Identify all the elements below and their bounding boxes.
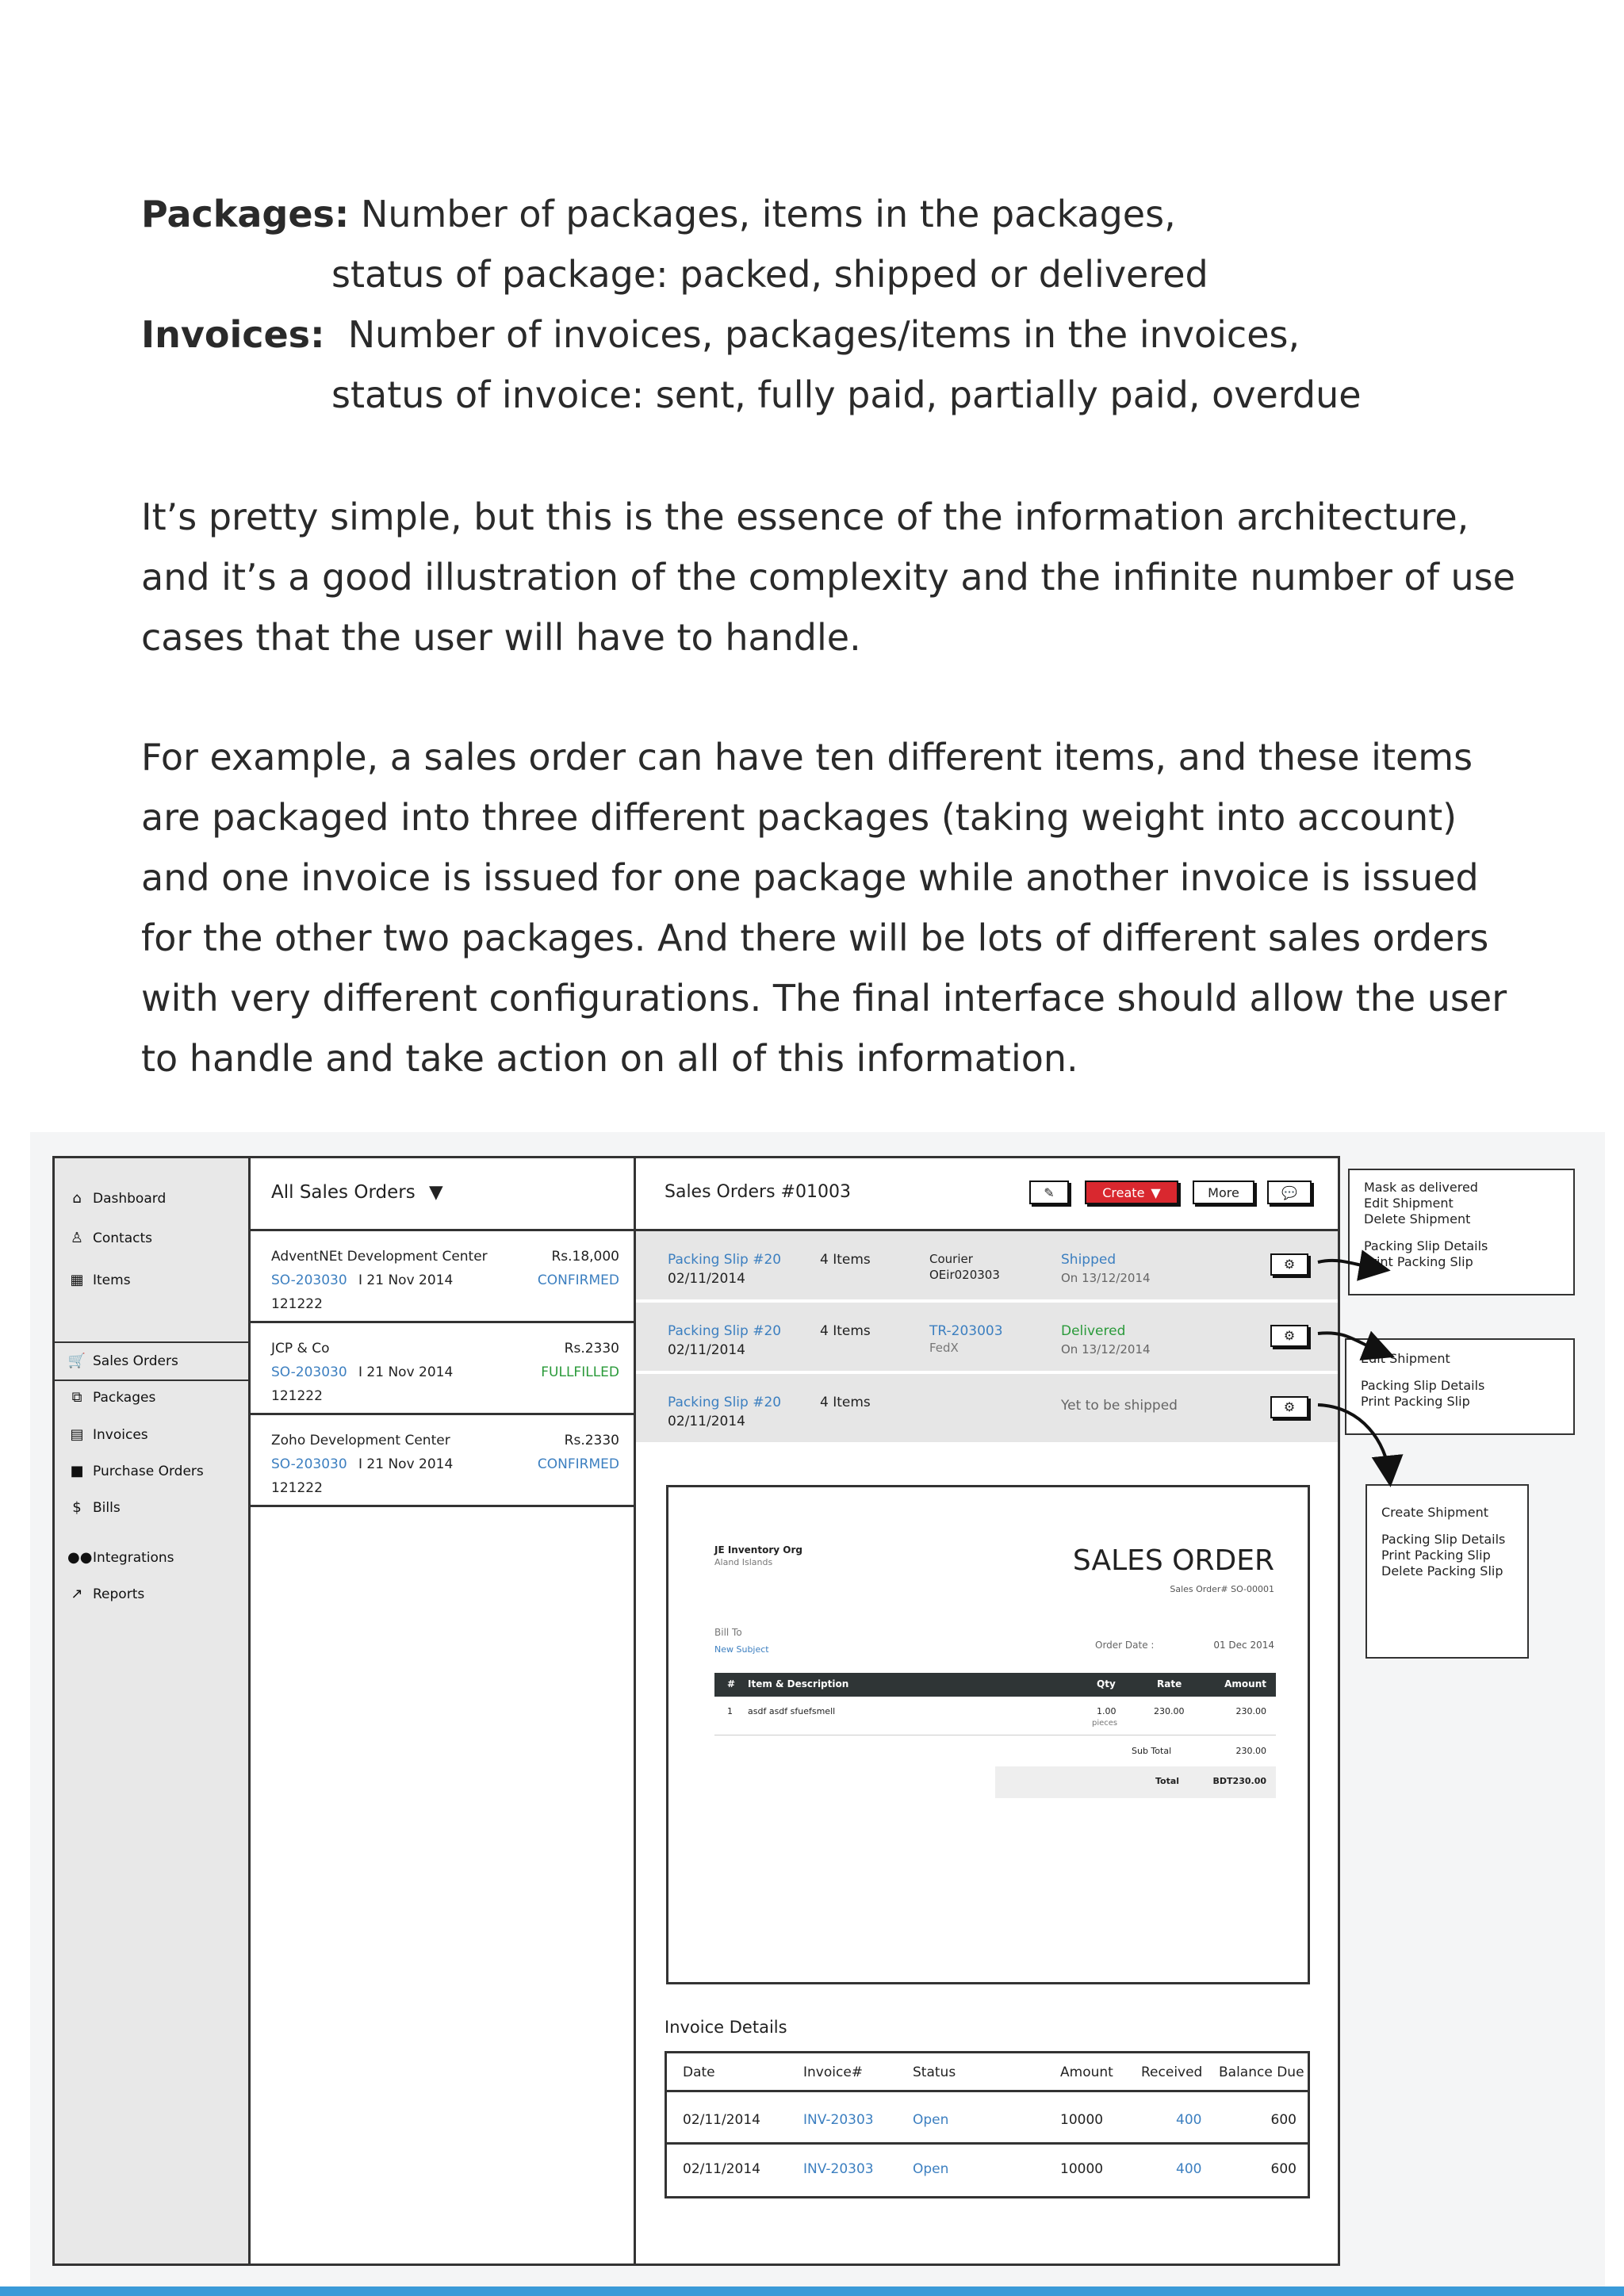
contact-icon: ♙	[70, 1230, 84, 1246]
chart-icon: ↗	[71, 1586, 83, 1602]
package-date: 02/11/2014	[668, 1414, 745, 1429]
grid-icon: ▦	[70, 1272, 84, 1288]
sidebar-item-sales-orders[interactable]: 🛒 Sales Orders	[67, 1353, 178, 1369]
order-date: I 21 Nov 2014	[358, 1272, 454, 1288]
footer-bar	[0, 2286, 1624, 2296]
order-amount: Rs.2330	[564, 1341, 619, 1357]
definition-term: Packages:	[141, 193, 350, 235]
doc-order-date-label: Order Date :	[1095, 1640, 1155, 1651]
invoice-link[interactable]: INV-20303	[803, 2112, 874, 2128]
sidebar-item-dashboard[interactable]: ⌂ Dashboard	[67, 1190, 166, 1207]
menu-item[interactable]: Create Shipment	[1381, 1505, 1488, 1520]
definition-packages	[141, 184, 1505, 244]
table-divider	[667, 2142, 1308, 2145]
package-icon: ⧉	[71, 1389, 82, 1406]
doc-heading: SALES ORDER	[1072, 1544, 1274, 1577]
definition-text: Number of packages, items in the packages,	[360, 193, 1176, 235]
packing-slip-link[interactable]: Packing Slip #20	[668, 1252, 782, 1268]
sidebar-item-purchase-orders[interactable]: ■ Purchase Orders	[67, 1463, 204, 1479]
package-carrier: Courier	[929, 1252, 973, 1266]
package-tracking: FedX	[929, 1341, 959, 1355]
doc-bill-to-name: New Subject	[714, 1644, 769, 1655]
package-carrier[interactable]: TR-203003	[929, 1323, 1003, 1339]
sales-order-preview: JE Inventory Org Aland Islands SALES ORDER Sales Order# SO-00001 Bill To New Subject Order Date : 01 Dec 2014 # Item & Description Qty Rate Amount 1 asdf asdf sfuefsmell 1.00 pieces 230.00 230.00 Sub Total 230.00 Total BDT230.00	[666, 1485, 1310, 1984]
annotation-arrows	[30, 1132, 1605, 1687]
order-amount: Rs.2330	[564, 1433, 619, 1448]
sidebar-item-packages[interactable]: ⧉ Packages	[67, 1389, 155, 1406]
arrow-to-pending-menu	[1318, 1405, 1389, 1475]
order-customer: Zoho Development Center	[271, 1433, 450, 1448]
order-number[interactable]: SO-203030	[271, 1272, 347, 1288]
dollar-icon: $	[72, 1499, 82, 1516]
package-tracking: OEir020303	[929, 1268, 1000, 1282]
order-amount: Rs.18,000	[551, 1249, 619, 1265]
cart-icon: 🛒	[67, 1353, 86, 1369]
sidebar-item-reports[interactable]: ↗ Reports	[67, 1586, 144, 1602]
menu-item[interactable]: Edit Shipment	[1364, 1196, 1454, 1211]
order-date: I 21 Nov 2014	[358, 1364, 454, 1380]
definition-list	[141, 184, 1505, 425]
table-divider	[667, 2090, 1308, 2092]
order-list-title: All Sales Orders	[271, 1182, 416, 1203]
package-status-date: On 13/12/2014	[1061, 1342, 1151, 1357]
package-status: Delivered	[1061, 1323, 1126, 1339]
paragraph: For example, a sales order can have ten different items, and these items are packaged into three different packages (taking weight into account) and one invoice is issued for one package while another invoice is issued for the other two packages. And there will be lots of different sales orders with very different configurations. The final interface should allow the user to handle and take action on all of this information.	[141, 736, 1507, 1080]
menu-item[interactable]: Print Packing Slip	[1381, 1548, 1491, 1563]
order-number[interactable]: SO-203030	[271, 1456, 347, 1472]
wireframe-mockup	[30, 1132, 1605, 2288]
order-ref: 121222	[271, 1388, 323, 1404]
doc-region: Aland Islands	[714, 1557, 773, 1567]
detail-title: Sales Orders #01003	[665, 1182, 851, 1202]
order-status: FULLFILLED	[541, 1364, 619, 1380]
sidebar-item-contacts[interactable]: ♙ Contacts	[67, 1230, 152, 1246]
menu-item[interactable]: Packing Slip Details	[1364, 1238, 1488, 1253]
menu-item[interactable]: Mask as delivered	[1364, 1180, 1478, 1195]
document-icon: ▤	[70, 1426, 84, 1443]
comment-icon: 💬	[1281, 1184, 1297, 1200]
menu-item[interactable]: Delete Packing Slip	[1381, 1563, 1503, 1578]
order-status: CONFIRMED	[537, 1456, 619, 1472]
home-icon: ⌂	[72, 1190, 82, 1207]
package-status: Shipped	[1061, 1252, 1116, 1268]
definition-invoices	[141, 304, 1505, 365]
arrow-to-delivered-menu	[1318, 1333, 1383, 1353]
package-date: 02/11/2014	[668, 1342, 745, 1358]
package-status: Yet to be shipped	[1061, 1398, 1178, 1414]
caret-down-icon: ▼	[1151, 1184, 1161, 1200]
doc-order-date: 01 Dec 2014	[1213, 1640, 1274, 1651]
definition-continuation: status of invoice: sent, fully paid, partially paid, overdue	[331, 373, 1362, 416]
definition-text: Number of invoices, packages/items in the invoices,	[347, 313, 1300, 356]
gear-icon[interactable]: ⚙	[1270, 1253, 1308, 1276]
bag-icon: ■	[70, 1463, 84, 1479]
paragraph: It’s pretty simple, but this is the essence of the information architecture, and it’s a good illustration of the complexity and the infinite number of use cases that the user will have to handle.	[141, 496, 1515, 659]
menu-item[interactable]: Delete Shipment	[1364, 1211, 1471, 1226]
packing-slip-link[interactable]: Packing Slip #20	[668, 1323, 782, 1339]
invoice-link[interactable]: INV-20303	[803, 2161, 874, 2177]
order-customer: JCP & Co	[271, 1341, 330, 1357]
package-date: 02/11/2014	[668, 1271, 745, 1287]
menu-item[interactable]: Print Packing Slip	[1364, 1254, 1473, 1269]
arrow-to-shipped-menu	[1318, 1261, 1378, 1269]
package-status-date: On 13/12/2014	[1061, 1271, 1151, 1285]
order-status: CONFIRMED	[537, 1272, 619, 1288]
pencil-icon: ✎	[1044, 1184, 1055, 1200]
order-ref: 121222	[271, 1296, 323, 1312]
order-customer: AdventNEt Development Center	[271, 1249, 488, 1265]
invoice-details-title: Invoice Details	[665, 2018, 787, 2037]
menu-item[interactable]: Print Packing Slip	[1361, 1394, 1470, 1409]
package-items: 4 Items	[820, 1395, 871, 1410]
gear-icon[interactable]: ⚙	[1270, 1325, 1308, 1347]
doc-order-number: Sales Order# SO-00001	[1170, 1584, 1274, 1594]
package-items: 4 Items	[820, 1252, 871, 1268]
sidebar-item-bills[interactable]: $ Bills	[67, 1499, 121, 1516]
menu-item[interactable]: Packing Slip Details	[1381, 1532, 1506, 1547]
package-items: 4 Items	[820, 1323, 871, 1339]
order-ref: 121222	[271, 1480, 323, 1496]
order-number[interactable]: SO-203030	[271, 1364, 347, 1380]
sidebar-item-integrations[interactable]: ●● Integrations	[67, 1549, 174, 1566]
sidebar-item-invoices[interactable]: ▤ Invoices	[67, 1426, 148, 1443]
definition-continuation: status of package: packed, shipped or delivered	[331, 253, 1208, 296]
order-date: I 21 Nov 2014	[358, 1456, 454, 1472]
definition-term: Invoices:	[141, 313, 325, 356]
doc-company: JE Inventory Org	[714, 1544, 802, 1556]
invoice-table: Date Invoice# Status Amount Received Balance Due 02/11/2014 INV-20303 Open 10000 400 600 02/11/2014 INV-20303 Open 10000 400 600	[665, 2051, 1310, 2198]
more-button[interactable]: More	[1193, 1181, 1254, 1204]
packing-slip-link[interactable]: Packing Slip #20	[668, 1395, 782, 1410]
gear-icon[interactable]: ⚙	[1270, 1396, 1308, 1418]
doc-bill-to-label: Bill To	[714, 1627, 742, 1638]
link-icon: ●●	[67, 1549, 93, 1566]
menu-item[interactable]: Edit Shipment	[1361, 1351, 1450, 1366]
create-button[interactable]: Create ▼	[1085, 1181, 1178, 1204]
menu-item[interactable]: Packing Slip Details	[1361, 1378, 1485, 1393]
sidebar-item-items[interactable]: ▦ Items	[67, 1272, 131, 1288]
dropdown-icon[interactable]: ▼	[429, 1182, 443, 1203]
